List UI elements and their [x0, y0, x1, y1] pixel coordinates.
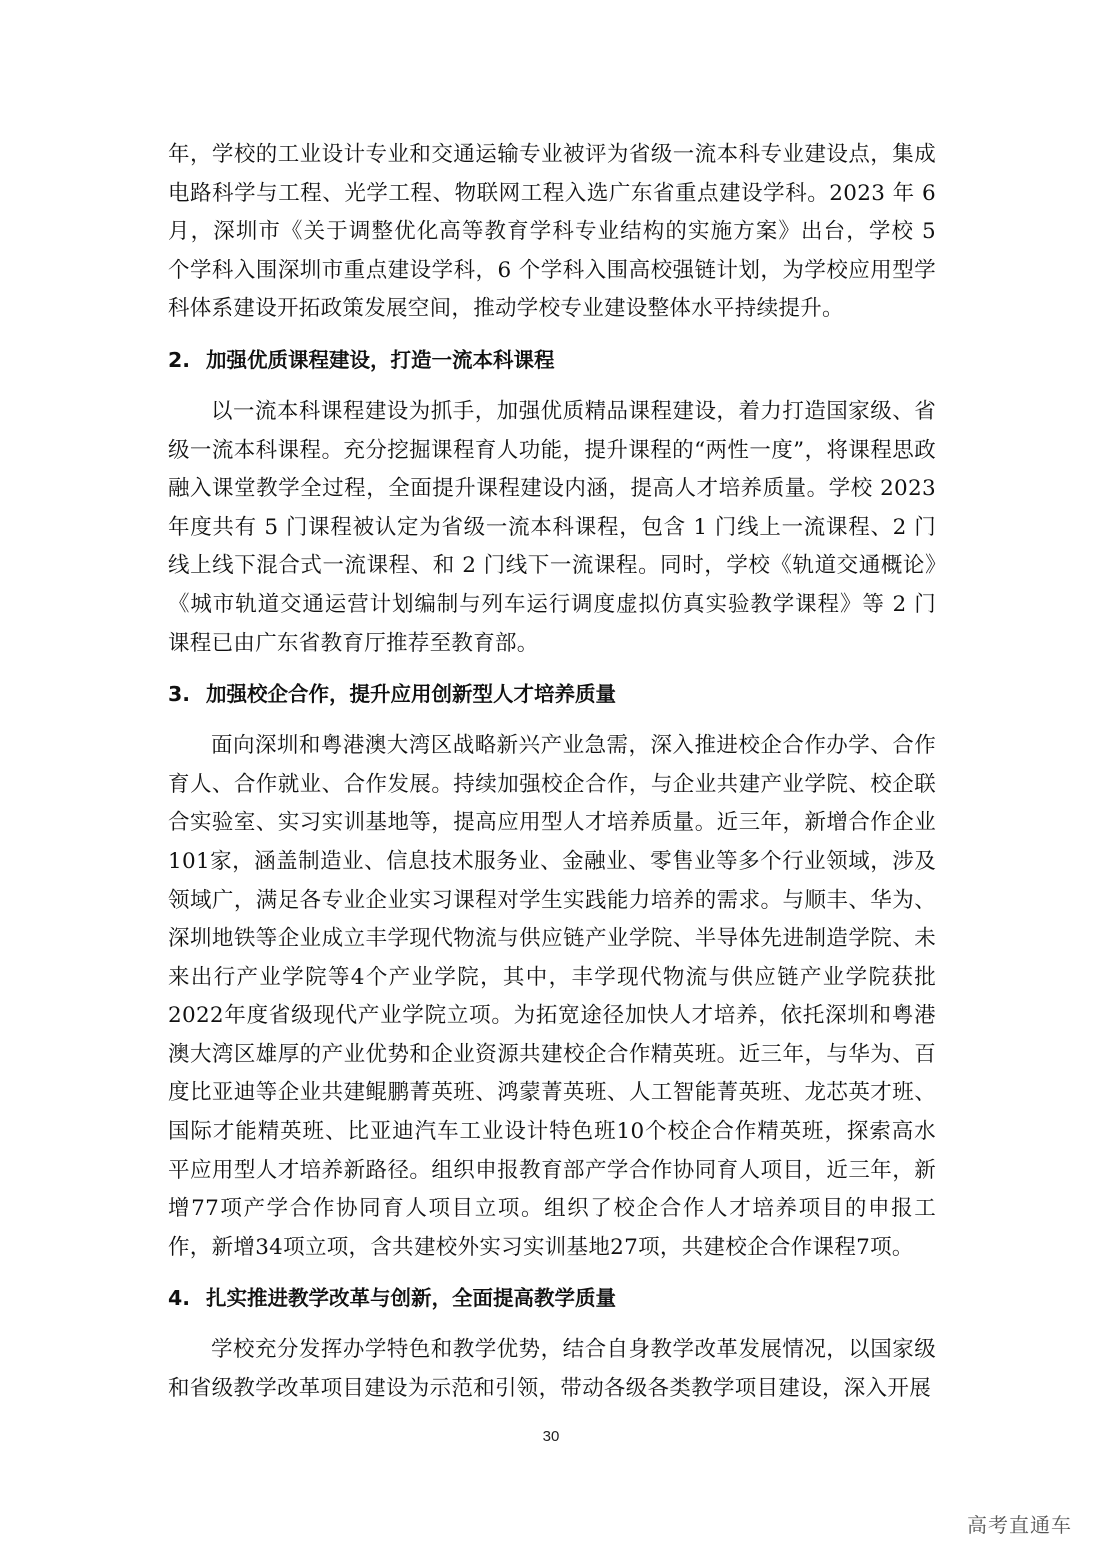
document-body	[168, 136, 936, 1409]
section-title: 加强优质课程建设，打造一流本科课程	[206, 347, 555, 372]
watermark: 高考直通车	[967, 1513, 1072, 1537]
body-paragraph: 以一流本科课程建设为抓手，加强优质精品课程建设，着力打造国家级、省级一流本科课程。充分挖掘课程育人功能，提升课程的“两性一度”，将课程思政融入课堂教学全过程，全面提升课程建设内涵，提高人才培养质量。学校 2023 年度共有 5 门课程被认定为省级一流本科课程，包含 1 门线上一流课程、2 门线上线下混合式一流课程、和 2 门线下一流课程。同时，学校《轨道交通概论》《城市轨道交通运营计划编制与列车运行调度虚拟仿真实验教学课程》等 2 门课程已由广东省教育厅推荐至教育部。	[168, 398, 936, 656]
section-number: 2.	[168, 347, 191, 372]
body-paragraph: 面向深圳和粤港澳大湾区战略新兴产业急需，深入推进校企合作办学、合作育人、合作就业、合作发展。持续加强校企合作，与企业共建产业学院、校企联合实验室、实习实训基地等，提高应用型人才培养质量。近三年，新增合作企业101家，涵盖制造业、信息技术服务业、金融业、零售业等多个行业领域，涉及领域广，满足各专业企业实习课程对学生实践能力培养的需求。与顺丰、华为、深圳地铁等企业成立丰学现代物流与供应链产业学院、半导体先进制造学院、未来出行产业学院等4个产业学院，其中，丰学现代物流与供应链产业学院获批2022年度省级现代产业学院立项。为拓宽途径加快人才培养，依托深圳和粤港澳大湾区雄厚的产业优势和企业资源共建校企合作精英班。近三年，与华为、百度比亚迪等企业共建鲲鹏菁英班、鸿蒙菁英班、人工智能菁英班、龙芯英才班、国际才能精英班、比亚迪汽车工业设计特色班10个校企合作精英班，探索高水平应用型人才培养新路径。组织申报教育部产学合作协同育人项目，近三年，新增77项产学合作协同育人项目立项。组织了校企合作人才培养项目的申报工作，新增34项立项，含共建校外实习实训基地27项，共建校企合作课程7项。	[168, 733, 936, 1260]
body-paragraph: 年，学校的工业设计专业和交通运输专业被评为省级一流本科专业建设点，集成电路科学与工程、光学工程、物联网工程入选广东省重点建设学科。2023 年 6 月，深圳市《关于调整优化高等教育学科专业结构的实施方案》出台，学校 5 个学科入围深圳市重点建设学科，6 个学科入围高校强链计划，为学校应用型学科体系建设开拓政策发展空间，推动学校专业建设整体水平持续提升。	[168, 142, 936, 322]
section-title: 加强校企合作，提升应用创新型人才培养质量	[206, 682, 616, 707]
page-number: 30	[542, 1428, 560, 1445]
section-number: 4.	[168, 1286, 191, 1311]
section-heading	[168, 341, 936, 379]
section-title: 扎实推进教学改革与创新，全面提高教学质量	[206, 1286, 616, 1311]
body-paragraph: 学校充分发挥办学特色和教学优势，结合自身教学改革发展情况，以国家级和省级教学改革项目建设为示范和引领，带动各级各类教学项目建设，深入开展	[168, 1337, 936, 1402]
section-heading	[168, 1279, 936, 1317]
section-heading	[168, 675, 936, 713]
section-number: 3.	[168, 682, 191, 707]
